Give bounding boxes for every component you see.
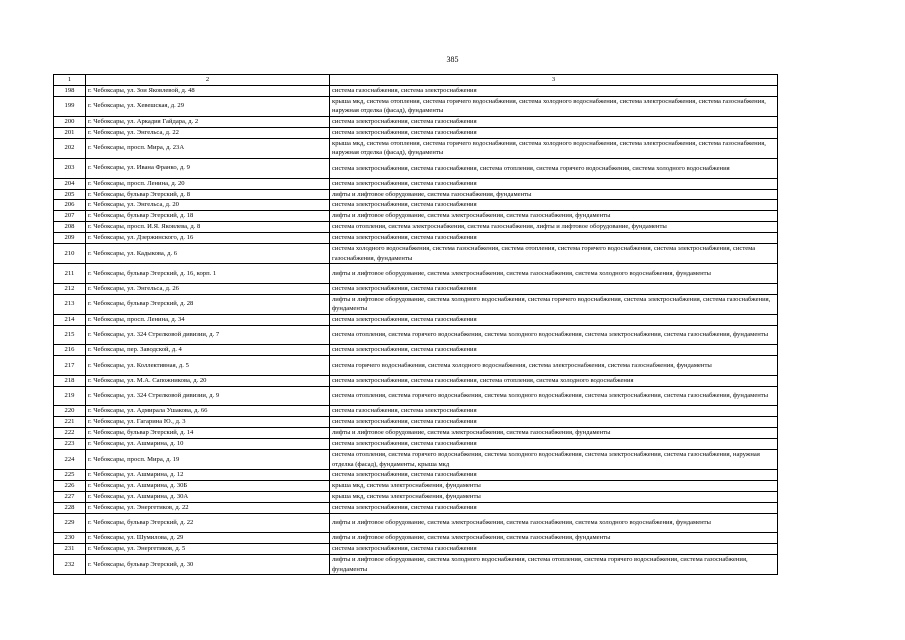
row-address: г. Чебоксары, бульвар Эгерский, д. 18 bbox=[86, 211, 330, 222]
table-row bbox=[54, 450, 778, 470]
row-address: г. Чебоксары, бульвар Эгерский, д. 14 bbox=[86, 428, 330, 439]
row-address: г. Чебоксары, бульвар Эгерский, д. 16, корп. 1 bbox=[86, 264, 330, 284]
row-address: г. Чебоксары, ул. Энгельса, д. 22 bbox=[86, 127, 330, 138]
header-col-2: 2 bbox=[86, 75, 330, 86]
row-works: система отопления, система электроснабжения, система газоснабжения, лифты и лифтовое оборудование, фундаменты bbox=[330, 222, 778, 233]
row-address: г. Чебоксары, просп. Мира, д. 23А bbox=[86, 138, 330, 158]
table-row bbox=[54, 481, 778, 492]
row-address: г. Чебоксары, пер. Заводской, д. 4 bbox=[86, 345, 330, 356]
table-row bbox=[54, 544, 778, 555]
row-address: г. Чебоксары, просп. Ленина, д. 20 bbox=[86, 178, 330, 189]
row-works: система холодного водоснабжения, система газоснабжения, система отопления, система горячего водоснабжения, система электроснабжения, система газоснабжения, фундаменты bbox=[330, 244, 778, 264]
row-address: г. Чебоксары, ул. Энгельса, д. 20 bbox=[86, 200, 330, 211]
header-col-3: 3 bbox=[330, 75, 778, 86]
table-row bbox=[54, 502, 778, 513]
table-row bbox=[54, 492, 778, 503]
row-address: г. Чебоксары, ул. Адмирала Ушакова, д. 66 bbox=[86, 406, 330, 417]
row-works: лифты и лифтовое оборудование, система холодного водоснабжения, система отопления, система горячего водоснабжения, система газоснабжения, фундаменты bbox=[330, 555, 778, 575]
row-works: лифты и лифтовое оборудование, система электроснабжения, система газоснабжения, фундаменты bbox=[330, 428, 778, 439]
header-col-1: 1 bbox=[54, 75, 86, 86]
row-number: 222 bbox=[54, 428, 86, 439]
table-row bbox=[54, 533, 778, 544]
buildings-table bbox=[53, 74, 778, 575]
row-number: 203 bbox=[54, 159, 86, 179]
table-row bbox=[54, 222, 778, 233]
row-address: г. Чебоксары, ул. Аркадия Гайдара, д. 2 bbox=[86, 117, 330, 128]
row-works: крыша мкд, система электроснабжения, фундаменты bbox=[330, 492, 778, 503]
row-works: система электроснабжения, система газоснабжения bbox=[330, 502, 778, 513]
table-row bbox=[54, 513, 778, 533]
row-number: 224 bbox=[54, 450, 86, 470]
row-works: система электроснабжения, система газоснабжения bbox=[330, 417, 778, 428]
row-address: г. Чебоксары, просп. Мира, д. 19 bbox=[86, 450, 330, 470]
table-row bbox=[54, 356, 778, 376]
table-row bbox=[54, 200, 778, 211]
row-number: 213 bbox=[54, 294, 86, 314]
row-address: г. Чебоксары, ул. 324 Стрелковой дивизии, д. 7 bbox=[86, 325, 330, 345]
row-address: г. Чебоксары, ул. Ашмарина, д. 12 bbox=[86, 470, 330, 481]
row-number: 232 bbox=[54, 555, 86, 575]
row-works: система газоснабжения, система электроснабжения bbox=[330, 85, 778, 96]
table-header-row bbox=[54, 75, 778, 86]
table-row bbox=[54, 233, 778, 244]
row-works: система электроснабжения, система газоснабжения bbox=[330, 178, 778, 189]
table-row bbox=[54, 178, 778, 189]
row-works: система электроснабжения, система газоснабжения bbox=[330, 314, 778, 325]
row-address: г. Чебоксары, бульвар Эгерский, д. 22 bbox=[86, 513, 330, 533]
row-number: 199 bbox=[54, 96, 86, 116]
row-works: система электроснабжения, система газоснабжения bbox=[330, 127, 778, 138]
row-works: система электроснабжения, система газоснабжения bbox=[330, 470, 778, 481]
row-address: г. Чебоксары, ул. 324 Стрелковой дивизии, д. 9 bbox=[86, 386, 330, 406]
row-number: 208 bbox=[54, 222, 86, 233]
table-row bbox=[54, 406, 778, 417]
table-row bbox=[54, 117, 778, 128]
row-number: 215 bbox=[54, 325, 86, 345]
row-number: 230 bbox=[54, 533, 86, 544]
table-row bbox=[54, 428, 778, 439]
row-number: 212 bbox=[54, 283, 86, 294]
row-number: 231 bbox=[54, 544, 86, 555]
row-works: система электроснабжения, система газоснабжения bbox=[330, 544, 778, 555]
row-works: система электроснабжения, система газоснабжения bbox=[330, 117, 778, 128]
row-number: 218 bbox=[54, 375, 86, 386]
row-works: система отопления, система горячего водоснабжения, система холодного водоснабжения, система электроснабжения, система газоснабжения, фундаменты bbox=[330, 386, 778, 406]
row-works: система горячего водоснабжения, система холодного водоснабжения, система электроснабжения, система газоснабжения, фундаменты bbox=[330, 356, 778, 376]
table-row bbox=[54, 386, 778, 406]
row-number: 201 bbox=[54, 127, 86, 138]
row-number: 207 bbox=[54, 211, 86, 222]
row-address: г. Чебоксары, ул. Кадыкова, д. 6 bbox=[86, 244, 330, 264]
row-address: г. Чебоксары, ул. Гагарина Ю., д. 3 bbox=[86, 417, 330, 428]
row-number: 221 bbox=[54, 417, 86, 428]
table-row bbox=[54, 345, 778, 356]
row-address: г. Чебоксары, ул. Хевешская, д. 29 bbox=[86, 96, 330, 116]
table-row bbox=[54, 417, 778, 428]
table-row bbox=[54, 264, 778, 284]
row-address: г. Чебоксары, ул. Шумилова, д. 29 bbox=[86, 533, 330, 544]
row-address: г. Чебоксары, ул. Энергетиков, д. 5 bbox=[86, 544, 330, 555]
table-row bbox=[54, 189, 778, 200]
row-works: крыша мкд, система отопления, система горячего водоснабжения, система холодного водоснабжения, система электроснабжения, система газоснабжения, наружная отделка (фасад), фундаменты bbox=[330, 96, 778, 116]
row-number: 210 bbox=[54, 244, 86, 264]
row-number: 228 bbox=[54, 502, 86, 513]
table-row bbox=[54, 127, 778, 138]
row-address: г. Чебоксары, ул. Коллективная, д. 5 bbox=[86, 356, 330, 376]
row-number: 219 bbox=[54, 386, 86, 406]
table-row bbox=[54, 85, 778, 96]
row-address: г. Чебоксары, ул. М.А. Сапожникова, д. 20 bbox=[86, 375, 330, 386]
row-number: 216 bbox=[54, 345, 86, 356]
row-address: г. Чебоксары, ул. Энергетиков, д. 22 bbox=[86, 502, 330, 513]
row-number: 198 bbox=[54, 85, 86, 96]
row-number: 214 bbox=[54, 314, 86, 325]
row-works: система отопления, система горячего водоснабжения, система холодного водоснабжения, система электроснабжения, система газоснабжения, фундаменты bbox=[330, 325, 778, 345]
table-row bbox=[54, 314, 778, 325]
table-row bbox=[54, 283, 778, 294]
table-row bbox=[54, 470, 778, 481]
row-works: лифты и лифтовое оборудование, система холодного водоснабжения, система горячего водоснабжения, система электроснабжения, система газоснабжения, фундаменты bbox=[330, 294, 778, 314]
table-row bbox=[54, 211, 778, 222]
row-address: г. Чебоксары, ул. Энгельса, д. 26 bbox=[86, 283, 330, 294]
table-row bbox=[54, 244, 778, 264]
row-works: система электроснабжения, система газоснабжения, система отопления, система холодного водоснабжения bbox=[330, 375, 778, 386]
row-works: система электроснабжения, система газоснабжения bbox=[330, 233, 778, 244]
row-number: 202 bbox=[54, 138, 86, 158]
table-row bbox=[54, 555, 778, 575]
row-works: система электроснабжения, система газоснабжения bbox=[330, 283, 778, 294]
row-address: г. Чебоксары, бульвар Эгерский, д. 30 bbox=[86, 555, 330, 575]
row-works: лифты и лифтовое оборудование, система электроснабжения, система газоснабжения, фундаменты bbox=[330, 211, 778, 222]
table-row bbox=[54, 294, 778, 314]
row-number: 223 bbox=[54, 439, 86, 450]
row-number: 206 bbox=[54, 200, 86, 211]
table-row bbox=[54, 325, 778, 345]
row-works: лифты и лифтовое оборудование, система газоснабжения, фундаменты bbox=[330, 189, 778, 200]
table-row bbox=[54, 439, 778, 450]
row-number: 205 bbox=[54, 189, 86, 200]
row-number: 209 bbox=[54, 233, 86, 244]
row-number: 200 bbox=[54, 117, 86, 128]
row-number: 217 bbox=[54, 356, 86, 376]
row-works: лифты и лифтовое оборудование, система электроснабжения, система газоснабжения, система холодного водоснабжения, фундаменты bbox=[330, 264, 778, 284]
page-number: 385 bbox=[446, 55, 459, 64]
row-works: лифты и лифтовое оборудование, система электроснабжения, система газоснабжения, фундаменты bbox=[330, 533, 778, 544]
row-address: г. Чебоксары, бульвар Эгерский, д. 28 bbox=[86, 294, 330, 314]
row-works: система электроснабжения, система газоснабжения bbox=[330, 439, 778, 450]
row-address: г. Чебоксары, бульвар Эгерский, д. 8 bbox=[86, 189, 330, 200]
row-address: г. Чебоксары, ул. Ашмарина, д. 30Б bbox=[86, 481, 330, 492]
row-works: система электроснабжения, система газоснабжения bbox=[330, 345, 778, 356]
row-number: 229 bbox=[54, 513, 86, 533]
row-works: система электроснабжения, система газоснабжения bbox=[330, 200, 778, 211]
row-address: г. Чебоксары, ул. Ашмарина, д. 10 bbox=[86, 439, 330, 450]
table-row bbox=[54, 159, 778, 179]
row-works: крыша мкд, система электроснабжения, фундаменты bbox=[330, 481, 778, 492]
row-works: крыша мкд, система отопления, система горячего водоснабжения, система холодного водоснабжения, система электроснабжения, система газоснабжения, наружная отделка (фасад), фундаменты bbox=[330, 138, 778, 158]
row-address: г. Чебоксары, ул. Дзержинского, д. 16 bbox=[86, 233, 330, 244]
row-number: 227 bbox=[54, 492, 86, 503]
row-number: 220 bbox=[54, 406, 86, 417]
row-works: система электроснабжения, система газоснабжения, система отопления, система горячего водоснабжения, система холодного водоснабжения bbox=[330, 159, 778, 179]
table-row bbox=[54, 96, 778, 116]
row-address: г. Чебоксары, ул. Ашмарина, д. 30А bbox=[86, 492, 330, 503]
row-number: 211 bbox=[54, 264, 86, 284]
row-address: г. Чебоксары, просп. И.Я. Яковлева, д. 8 bbox=[86, 222, 330, 233]
row-number: 226 bbox=[54, 481, 86, 492]
row-number: 225 bbox=[54, 470, 86, 481]
row-number: 204 bbox=[54, 178, 86, 189]
row-address: г. Чебоксары, просп. Ленина, д. 34 bbox=[86, 314, 330, 325]
row-works: система отопления, система горячего водоснабжения, система холодного водоснабжения, система электроснабжения, система газоснабжения, наружная отделка (фасад), фундаменты, крыша мкд bbox=[330, 450, 778, 470]
row-works: система газоснабжения, система электроснабжения bbox=[330, 406, 778, 417]
table-row bbox=[54, 375, 778, 386]
row-works: лифты и лифтовое оборудование, система электроснабжения, система газоснабжения, система холодного водоснабжения, фундаменты bbox=[330, 513, 778, 533]
table-row bbox=[54, 138, 778, 158]
row-address: г. Чебоксары, ул. Ивана Франко, д. 9 bbox=[86, 159, 330, 179]
row-address: г. Чебоксары, ул. Зои Яковлевой, д. 48 bbox=[86, 85, 330, 96]
